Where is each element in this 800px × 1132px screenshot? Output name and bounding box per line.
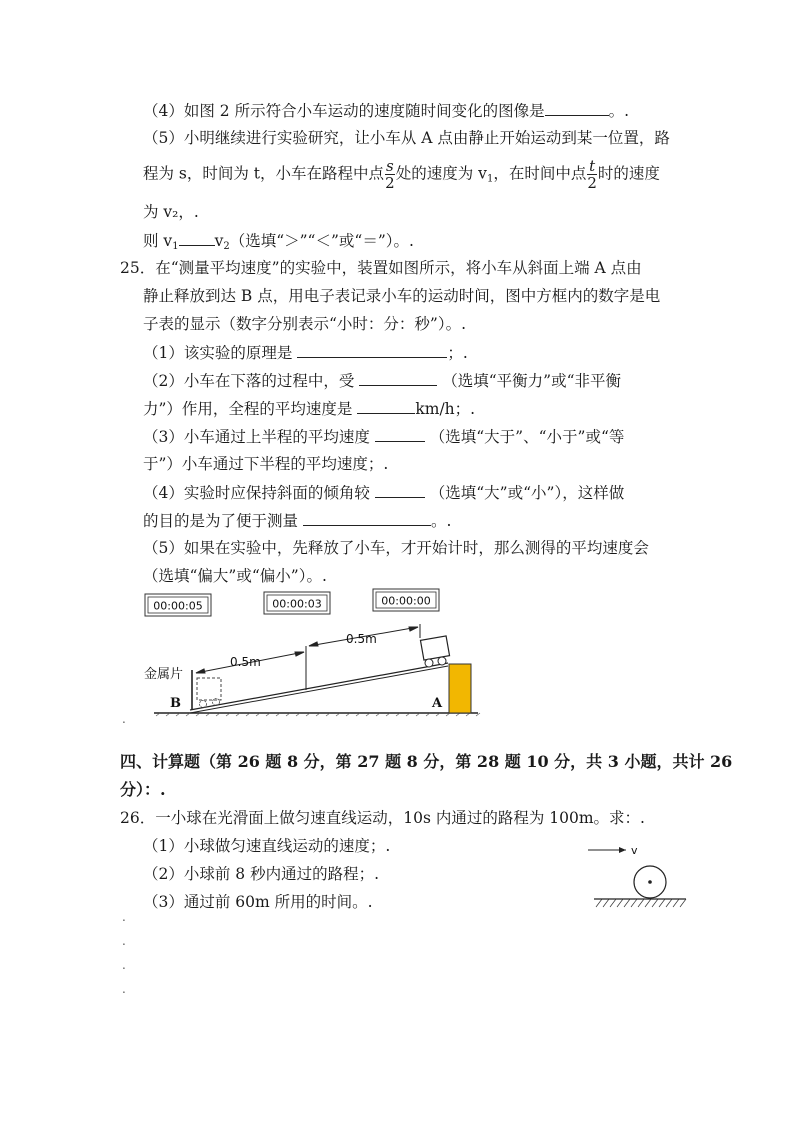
metal-plate-label: 金属片 [144,667,184,682]
trailing-dot: . [122,934,126,948]
fraction-denominator: 2 [385,174,395,192]
q25-part4 [143,482,624,503]
text: 则 v [143,232,173,250]
answer-blank[interactable] [359,370,437,386]
timer-mid-text: 00:00:03 [272,597,322,611]
section4-title-line1: 四、计算题（第 26 题 8 分，第 27 题 8 分，第 28 题 10 分，共 3 小题，共计 26 [120,752,733,771]
q24-part4-text: （4）如图 2 所示符合小车运动的速度随时间变化的图像是 [143,102,545,120]
fraction-numerator: t [589,157,596,175]
point-b-label: B [170,696,181,711]
q25-line3: 子表的显示（数字分别表示“小时：分：秒”）。. [143,315,467,333]
incline-surface [190,663,448,710]
q25-part5b: （选填“偏大”或“偏小”）。. [143,567,327,585]
ball-figure [588,838,688,912]
answer-blank[interactable] [375,482,425,498]
trailing-dot: . [122,712,126,726]
answer-blank[interactable] [303,510,431,526]
fraction-t-over-2 [587,158,597,191]
text: （选填“大于”、“小于”或“等 [429,428,625,446]
text: （3）小车通过上半程的平均速度 [143,428,370,446]
fraction-numerator: s [386,157,394,175]
subscript: 1 [486,173,494,185]
answer-blank[interactable] [375,426,425,442]
q25-part3b: 于”）小车通过下半程的平均速度；. [143,455,389,473]
subscript: 1 [172,241,179,252]
text: v [214,232,224,250]
support-block [449,664,471,713]
q24-part4 [143,100,629,121]
car-at-b-dashed [197,678,221,700]
text: （选填“＞”“＜”或“＝”）。. [229,232,414,250]
section4-title-line2: 分）：. [120,780,166,799]
incline-experiment-figure [120,586,500,726]
q24-part4-end: 。. [608,102,630,120]
q26-line1: 26．一小球在光滑面上做匀速直线运动，10s 内通过的路程为 100m。求：. [120,809,645,827]
text: （2）小车在下落的过程中，受 [143,372,355,390]
timer-b-text: 00:00:05 [153,599,203,613]
timer-a-text: 00:00:00 [381,594,431,608]
q25-line1: 25．在“测量平均速度”的实验中，装置如图所示，将小车从斜面上端 A 点由 [120,259,642,277]
q26-part2: （2）小球前 8 秒内通过的路程；. [143,865,380,883]
text: （选填“大”或“小”），这样做 [429,484,625,502]
trailing-dot: . [122,982,126,996]
fraction-s-over-2 [385,158,395,191]
subscript: 2 [223,241,230,252]
q26-part3: （3）通过前 60m 所用的时间。. [143,893,373,911]
distance-lower-label: 0.5m [230,655,261,669]
q26-part1: （1）小球做匀速直线运动的速度；. [143,837,391,855]
q25-part2 [143,370,621,391]
fraction-denominator: 2 [587,174,597,192]
q25-part1 [143,342,468,363]
q25-line2: 静止释放到达 B 点，用电子表记录小车的运动时间，图中方框内的数字是电 [143,287,661,305]
text: （选填“平衡力”或“非平衡 [442,372,622,390]
text: 。. [430,512,452,530]
q25-part5: （5）如果在实验中，先释放了小车，才开始计时，那么测得的平均速度会 [143,539,649,557]
trailing-dot: . [122,958,126,972]
trailing-dot: . [122,910,126,924]
q24-part5-line2 [143,158,660,191]
q25-part2b [143,398,475,419]
velocity-label: v [631,844,638,857]
q25-part3 [143,426,624,447]
text: 力”）作用，全程的平均速度是 [143,400,353,418]
q24-part5-line2-a: 程为 s，时间为 t，小车在路程中点 [143,164,385,183]
car-icon [420,636,449,667]
q24-part5-line4 [143,230,414,257]
q24-part5-line2-c: ，在时间中点 [493,164,587,183]
answer-blank[interactable] [297,342,447,358]
q24-part5-line2-d: 时的速度 [597,164,660,183]
answer-blank[interactable] [357,398,415,414]
answer-blank[interactable] [179,230,215,246]
answer-blank[interactable] [545,100,609,116]
text: ；. [447,344,468,362]
q24-part5-line2-b: 处的速度为 v [395,164,487,183]
text: km/h；. [415,400,476,418]
q24-part5-line3: 为 v₂，. [143,203,199,221]
point-a-label: A [432,696,443,711]
distance-upper-label: 0.5m [346,632,377,646]
q25-part4b [143,510,451,531]
q24-part5-line1: （5）小明继续进行实验研究，让小车从 A 点由静止开始运动到某一位置，路 [143,129,670,147]
text: 的目的是为了便于测量 [143,512,299,530]
text: （1）该实验的原理是 [143,344,293,362]
text: （4）实验时应保持斜面的倾角较 [143,484,370,502]
